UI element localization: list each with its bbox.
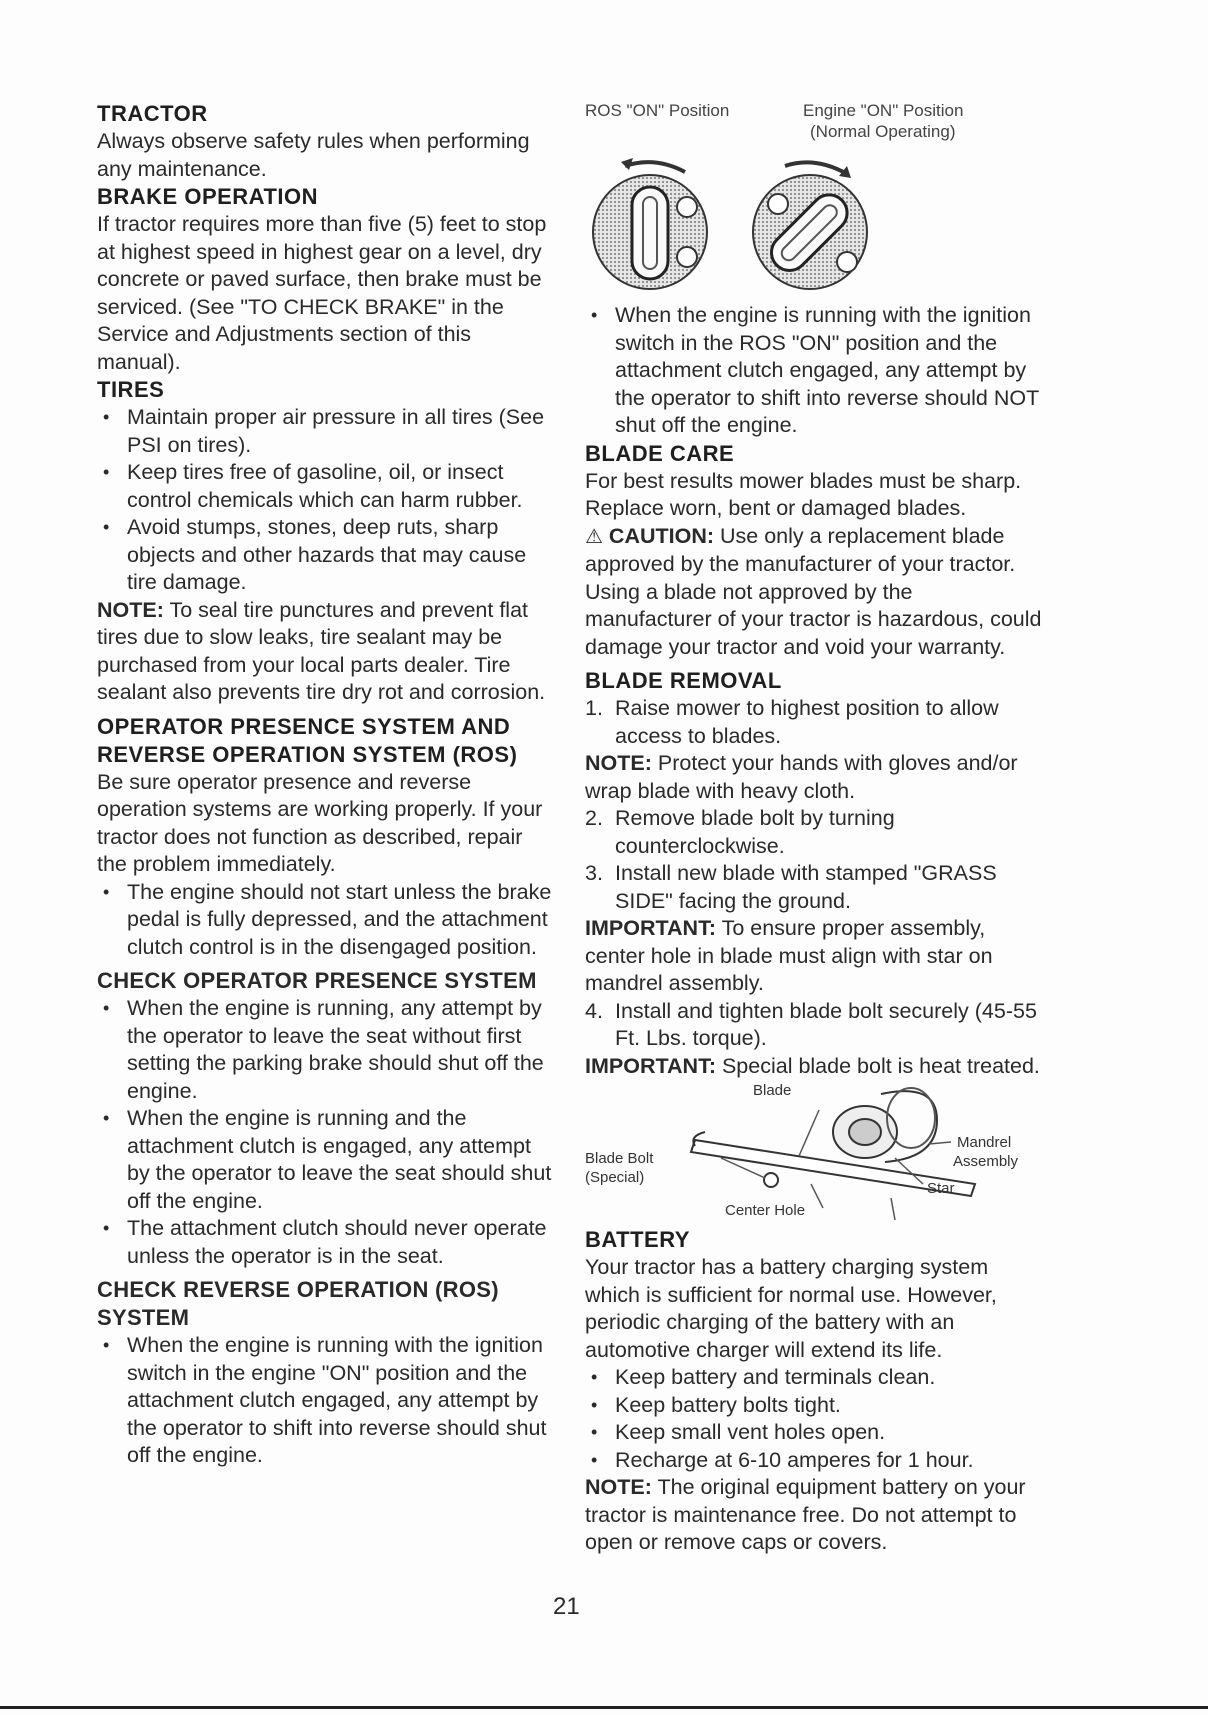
battery-heading: BATTERY [585, 1227, 690, 1252]
list-item: • When the engine is running and the attachment clutch is engaged, any attempt by the operator to leave the seat should shut off the engine. [97, 1105, 557, 1215]
fig-label-special: (Special) [585, 1169, 645, 1186]
fig-label-assembly: Assembly [953, 1153, 1019, 1170]
note-text: Protect your hands with gloves and/or wrap blade with heavy cloth. [585, 751, 1018, 803]
list-item: • Recharge at 6-10 amperes for 1 hour. [585, 1447, 1045, 1475]
note-label: NOTE: [97, 597, 164, 622]
gloves-note [585, 750, 1045, 805]
check-operator-list [97, 995, 557, 1270]
list-item: • Keep small vent holes open. [585, 1419, 1045, 1447]
ros-list [585, 302, 1045, 440]
fig-label-mandrel: Mandrel [957, 1134, 1012, 1151]
blade-removal-steps-3 [585, 998, 1045, 1053]
list-item [585, 860, 1045, 915]
fig-label-blade-bolt: Blade Bolt [585, 1150, 654, 1167]
caution-label: CAUTION: [608, 523, 715, 548]
step-text: Install and tighten blade bolt securely (45-55 Ft. Lbs. torque). [615, 998, 1037, 1050]
battery-note [585, 1474, 1045, 1557]
important-assembly [585, 915, 1045, 998]
warning-triangle-icon: ⚠ [585, 525, 603, 548]
fig-label-blade: Blade [753, 1082, 792, 1099]
blade-care-text: For best results mower blades must be sharp. Replace worn, bent or damaged blades. [585, 468, 1022, 520]
tires-heading: TIRES [97, 377, 165, 402]
list-item: • Keep tires free of gasoline, oil, or insect control chemicals which can harm rubber. [97, 459, 557, 514]
list-item: • The attachment clutch should never operate unless the operator is in the seat. [97, 1215, 557, 1270]
engine-caption-sub: (Normal Operating) [810, 122, 956, 141]
step-text: Raise mower to highest position to allow access to blades. [615, 696, 999, 748]
important-text: Special blade bolt is heat treated. [715, 1053, 1040, 1078]
engine-knob-icon [753, 162, 867, 289]
fig-label-star: Star [927, 1180, 955, 1197]
blade-removal-steps-2 [585, 805, 1045, 915]
brake-text: If tractor requires more than five (5) feet to stop at highest speed in highest gear on a level, dry concrete or paved surface, then brake must be serviced. (See "TO CHECK BRAKE" in the Service and Adjustments section of this manual). [97, 212, 547, 374]
list-item [585, 805, 1045, 860]
right-column [585, 100, 1045, 1557]
engine-caption: Engine "ON" Position [803, 101, 964, 120]
list-item [585, 998, 1045, 1053]
blade-removal-heading: BLADE REMOVAL [585, 668, 782, 693]
tires-list [97, 404, 557, 597]
bottom-rule [0, 1706, 1208, 1709]
caution-text: Use only a replacement blade approved by the manufacturer of your tractor. Using a blade not approved by the manufacturer of your tractor is hazardous, could damage your tractor and void your warranty. [585, 523, 1042, 659]
ros-knob-icon [593, 158, 707, 289]
list-item: • Keep battery bolts tight. [585, 1392, 1045, 1420]
tire-note [97, 597, 557, 707]
ops-heading: OPERATOR PRESENCE SYSTEM AND REVERSE OPERATION SYSTEM (ROS) [97, 713, 518, 767]
important-label: IMPORTANT: [585, 1053, 716, 1078]
step-number: 4. [585, 998, 603, 1023]
position-captions [585, 100, 1045, 152]
step-number: 2. [585, 806, 603, 830]
note-label: NOTE: [585, 751, 652, 775]
important-heat [585, 1053, 1045, 1081]
blade-care-heading: BLADE CARE [585, 440, 735, 466]
important-text: To ensure proper assembly, center hole in blade must align with star on mandrel assembly. [585, 916, 993, 995]
list-item: • Avoid stumps, stones, deep ruts, sharp objects and other hazards that may cause tire damage. [97, 514, 557, 597]
caution-paragraph [585, 523, 1045, 662]
brake-heading: BRAKE OPERATION [97, 184, 318, 209]
list-item [585, 695, 1045, 750]
tractor-text: Always observe safety rules when performing any maintenance. [97, 129, 530, 181]
note-label: NOTE: [585, 1475, 652, 1499]
blade-removal-steps [585, 695, 1045, 750]
ops-list [97, 879, 557, 962]
left-column [97, 100, 557, 1470]
list-item: • The engine should not start unless the brake pedal is fully depressed, and the attachment clutch control is in the disengaged position. [97, 879, 557, 962]
tractor-heading: TRACTOR [97, 101, 208, 126]
fig-label-center-hole: Center Hole [725, 1202, 806, 1219]
battery-text: Your tractor has a battery charging system which is sufficient for normal use. However, periodic charging of the battery with an automotive charger will extend its life. [585, 1255, 997, 1362]
list-item: • Keep battery and terminals clean. [585, 1364, 1045, 1392]
ros-caption: ROS "ON" Position [585, 101, 730, 120]
list-item: • When the engine is running with the ignition switch in the engine "ON" position and the attachment clutch engaged, any attempt by the operator to shift into reverse should shut off the engine. [97, 1332, 557, 1470]
check-operator-heading: CHECK OPERATOR PRESENCE SYSTEM [97, 968, 537, 993]
check-ros-heading: CHECK REVERSE OPERATION (ROS) SYSTEM [97, 1277, 499, 1330]
blade-assembly-figure [585, 1080, 1045, 1222]
ignition-knobs-figure [585, 152, 1045, 302]
battery-list [585, 1364, 1045, 1474]
note-text: The original equipment battery on your tractor is maintenance free. Do not attempt to open or remove caps or covers. [585, 1475, 1026, 1554]
ops-text: Be sure operator presence and reverse operation systems are working properly. If your tractor does not function as described, repair the problem immediately. [97, 769, 543, 876]
list-item: • When the engine is running, any attempt by the operator to leave the seat without first setting the parking brake should shut off the engine. [97, 995, 557, 1105]
important-label: IMPORTANT: [585, 916, 716, 940]
step-text: Install new blade with stamped "GRASS SIDE" facing the ground. [615, 861, 997, 913]
page-number: 21 [553, 1593, 580, 1620]
list-item: • When the engine is running with the ignition switch in the ROS "ON" position and the attachment clutch engaged, any attempt by the operator to shift into reverse should NOT shut off the engine. [585, 302, 1045, 440]
step-number: 1. [585, 696, 603, 720]
note-text: To seal tire punctures and prevent flat tires due to slow leaks, tire sealant may be purchased from your local parts dealer. Tire sealant also prevents tire dry rot and corrosion. [97, 597, 546, 704]
check-ros-list [97, 1332, 557, 1470]
step-number: 3. [585, 861, 603, 885]
list-item: • Maintain proper air pressure in all tires (See PSI on tires). [97, 404, 557, 459]
ignition-switch-illustration [585, 152, 885, 302]
step-text: Remove blade bolt by turning counterclockwise. [615, 806, 895, 858]
